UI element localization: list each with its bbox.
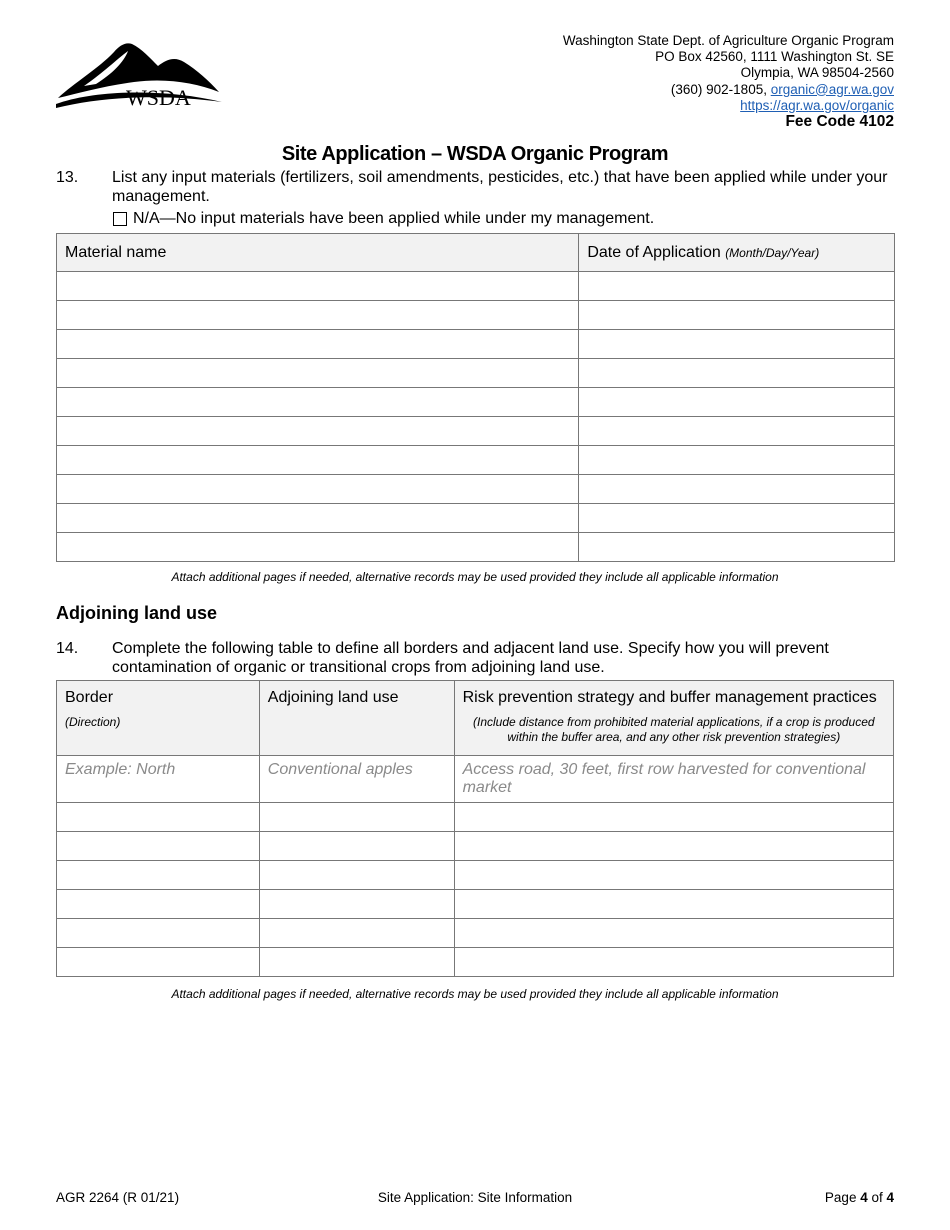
material-name-cell[interactable] xyxy=(57,446,579,475)
table-row xyxy=(57,388,895,417)
material-name-cell[interactable] xyxy=(57,359,579,388)
risk-cell[interactable] xyxy=(454,803,893,832)
table-header-row xyxy=(57,681,894,756)
land-use-cell[interactable] xyxy=(259,803,454,832)
na-option[interactable] xyxy=(113,210,654,228)
border-cell[interactable] xyxy=(57,919,260,948)
risk-cell[interactable] xyxy=(454,861,893,890)
org-line: Washington State Dept. of Agriculture Organic Program xyxy=(562,33,894,48)
risk-cell[interactable] xyxy=(454,919,893,948)
material-name-cell[interactable] xyxy=(57,504,579,533)
land-use-cell[interactable] xyxy=(259,948,454,977)
na-label: N/A—No input materials have been applied while under my management. xyxy=(133,210,655,227)
material-name-cell[interactable] xyxy=(57,475,579,504)
example-risk: Access road, 30 feet, first row harvested for conventional market xyxy=(454,756,893,803)
example-border: Example: North xyxy=(57,756,260,803)
question-number: 14. xyxy=(56,640,79,657)
border-cell[interactable] xyxy=(57,948,260,977)
land-use-cell[interactable] xyxy=(259,919,454,948)
border-cell[interactable] xyxy=(57,803,260,832)
col-date-of-application: Date of Application (Month/Day/Year) xyxy=(579,234,895,272)
date-cell[interactable] xyxy=(579,359,895,388)
table-row xyxy=(57,446,895,475)
date-cell[interactable] xyxy=(579,504,895,533)
table-row xyxy=(57,832,894,861)
risk-cell[interactable] xyxy=(454,832,893,861)
fee-code: Fee Code 4102 xyxy=(785,113,894,131)
table-row xyxy=(57,330,895,359)
date-cell[interactable] xyxy=(579,388,895,417)
table-row xyxy=(57,948,894,977)
material-name-cell[interactable] xyxy=(57,272,579,301)
phone-number: (360) 902-1805, xyxy=(670,81,771,97)
col-border: Border (Direction) xyxy=(57,681,260,756)
date-cell[interactable] xyxy=(579,446,895,475)
footer-center: Site Application: Site Information xyxy=(377,1190,573,1205)
table-row xyxy=(57,504,895,533)
website-link[interactable]: https://agr.wa.gov/organic xyxy=(740,97,894,113)
table-row xyxy=(57,861,894,890)
date-format-hint: (Month/Day/Year) xyxy=(725,245,820,260)
question-number: 13. xyxy=(56,169,79,186)
material-name-cell[interactable] xyxy=(57,330,579,359)
page-number: Page 4 of 4 xyxy=(824,1190,894,1205)
na-checkbox[interactable] xyxy=(113,212,127,226)
org-line: Olympia, WA 98504-2560 xyxy=(740,65,894,81)
date-cell[interactable] xyxy=(579,533,895,562)
risk-cell[interactable] xyxy=(454,948,893,977)
border-hint: (Direction) xyxy=(65,715,121,729)
risk-hint: (Include distance from prohibited material applications, if a crop is produced within the buffer area, and any other risk prevention strategies) xyxy=(473,715,875,744)
border-cell[interactable] xyxy=(57,861,260,890)
border-cell[interactable] xyxy=(57,832,260,861)
date-cell[interactable] xyxy=(579,301,895,330)
land-use-cell[interactable] xyxy=(259,832,454,861)
table-row xyxy=(57,803,894,832)
form-id: AGR 2264 (R 01/21) xyxy=(56,1190,180,1205)
col-adjoining-land-use: Adjoining land use xyxy=(259,681,454,756)
table-row xyxy=(57,890,894,919)
example-land-use: Conventional apples xyxy=(259,756,454,803)
question-text: Complete the following table to define all borders and adjacent land use. Specify how you will prevent contamination of organic or transitional crops from adjoining land use. xyxy=(112,640,829,676)
land-use-cell[interactable] xyxy=(259,861,454,890)
logo-text: WSDA xyxy=(126,85,191,110)
land-use-cell[interactable] xyxy=(259,890,454,919)
col-risk-prevention: Risk prevention strategy and buffer management practices (Include distance from prohibited material applications, if a crop is produced within the buffer area, and any other risk prevention strategies) xyxy=(454,681,893,756)
material-name-cell[interactable] xyxy=(57,388,579,417)
attach-note: Attach additional pages if needed, alternative records may be used provided they include all applicable information xyxy=(171,570,779,584)
page-total: 4 xyxy=(886,1190,894,1205)
date-cell[interactable] xyxy=(579,330,895,359)
date-cell[interactable] xyxy=(579,417,895,446)
question-text: List any input materials (fertilizers, soil amendments, pesticides, etc.) that have been applied while under your management. xyxy=(112,169,888,205)
col-material-name: Material name xyxy=(57,234,579,272)
table-row xyxy=(57,919,894,948)
table-row xyxy=(57,359,895,388)
table-row xyxy=(57,417,895,446)
section-heading: Adjoining land use xyxy=(56,603,217,623)
table-header-row xyxy=(57,234,895,272)
email-link[interactable]: organic@agr.wa.gov xyxy=(770,81,894,97)
attach-note: Attach additional pages if needed, alternative records may be used provided they include all applicable information xyxy=(171,987,779,1001)
example-row xyxy=(57,756,894,803)
table-row xyxy=(57,475,895,504)
date-cell[interactable] xyxy=(579,272,895,301)
material-name-cell[interactable] xyxy=(57,301,579,330)
date-cell[interactable] xyxy=(579,475,895,504)
page-current: 4 xyxy=(860,1190,868,1205)
borders-table xyxy=(56,680,894,977)
page-title: Site Application – WSDA Organic Program xyxy=(281,143,669,165)
material-name-cell[interactable] xyxy=(57,533,579,562)
materials-table xyxy=(56,233,895,562)
organization-address xyxy=(563,33,894,130)
org-line: PO Box 42560, 1111 Washington St. SE xyxy=(655,49,894,65)
material-name-cell[interactable] xyxy=(57,417,579,446)
table-row xyxy=(57,533,895,562)
table-row xyxy=(57,301,895,330)
table-row xyxy=(57,272,895,301)
risk-cell[interactable] xyxy=(454,890,893,919)
border-cell[interactable] xyxy=(57,890,260,919)
wsda-logo xyxy=(54,38,224,114)
